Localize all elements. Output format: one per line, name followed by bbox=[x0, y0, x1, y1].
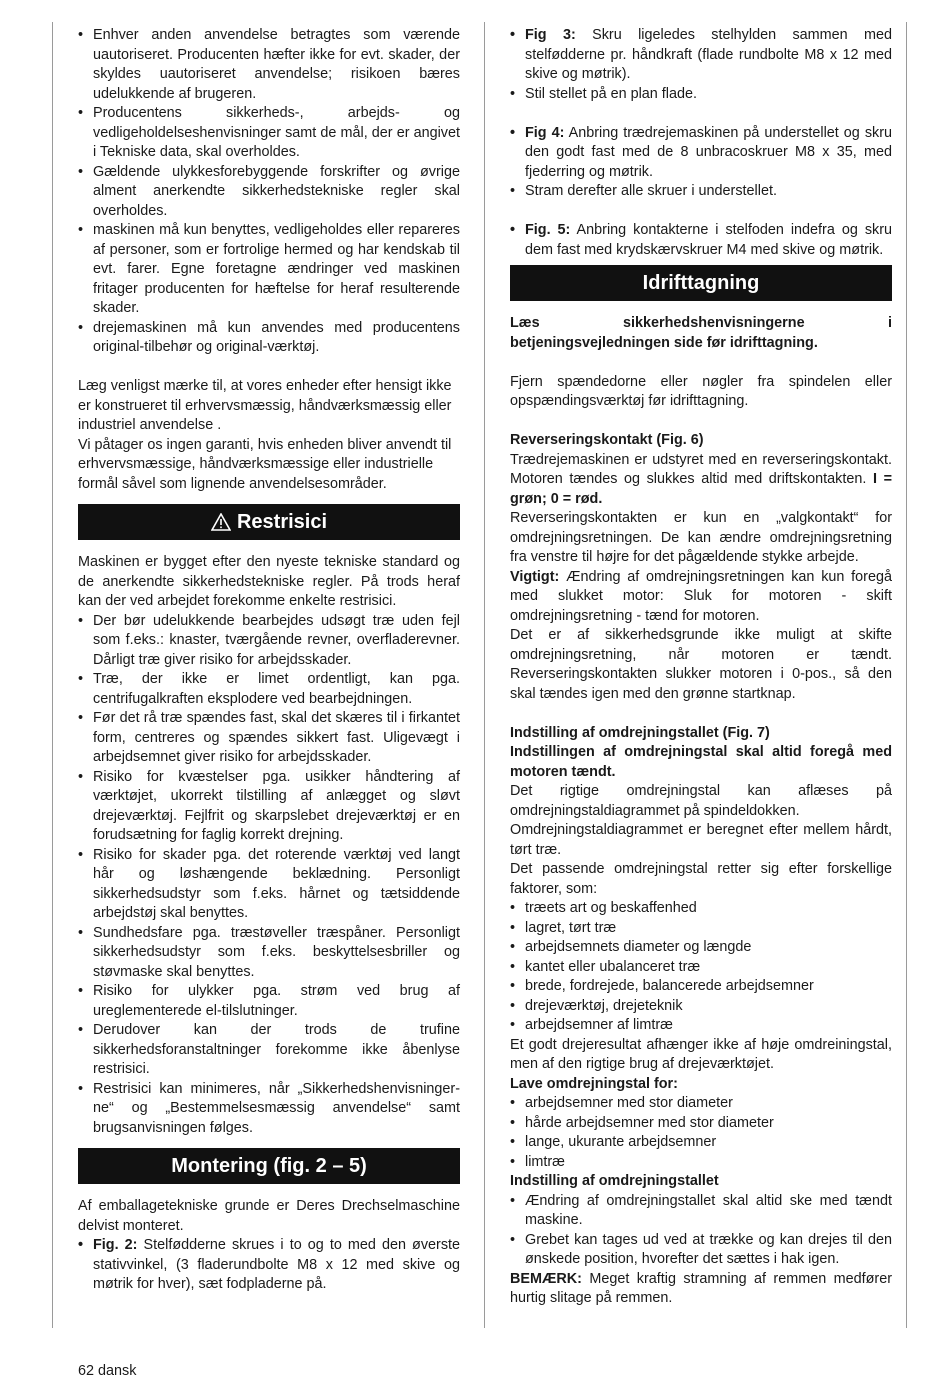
list-item: • træets art og beskaffenhed bbox=[510, 899, 892, 919]
belt-note: BEMÆRK: Meget kraftig stramning af remmen medfører hurtig slitage på remmen. bbox=[510, 1270, 892, 1306]
list-item: • Før det rå træ spændes fast, skal det skæres til i firkantet form, centreres og spændes sikkert fast. Uligevægt i arbejdsemnet giver risiko for arbejdsskader. bbox=[78, 709, 460, 768]
column-rule-middle bbox=[484, 22, 485, 1328]
list-item: • Sundhedsfare pga. træstøveller træspåner. Personligt sikkerhedsudstyr som f.eks. beskyttelsesbriller og støvmaske skal benyttes. bbox=[78, 924, 460, 983]
heading-text: Restrisici bbox=[236, 511, 328, 533]
sub-list bbox=[510, 182, 892, 202]
warning-icon bbox=[211, 507, 231, 543]
list-item: • Producentens sikkerheds-, arbejds- og vedligeholdelseshenvisninger samt de mål, der er angivet i Tekniske data, skal overholdes. bbox=[78, 104, 460, 163]
rev-para: Trædrejemaskinen er udstyret med en reverseringskontakt. Motoren tændes og slukkes altid med driftskontakten. I = grøn; 0 = rød. bbox=[510, 451, 893, 507]
list-item: • Fig 3: Skru ligeledes stelhylden sammen med stelfødderne pr. håndkraft (flade rundbolte M8 x 12 med skive og møtrik). bbox=[510, 26, 892, 85]
speed-para: Omdrejningstaldiagrammet er beregnet efter mellem hårdt, tørt træ. bbox=[510, 822, 892, 858]
montering-steps-cont bbox=[510, 221, 892, 260]
list-item: • drejeværktøj, drejeteknik bbox=[510, 997, 892, 1017]
subheading-reversering: Reverseringskontakt (Fig. 6) bbox=[510, 432, 704, 448]
low-speed-list bbox=[510, 1094, 892, 1172]
list-item: • arbejdsemner med stor diameter bbox=[510, 1094, 892, 1114]
idrift-para: Fjern spændedorne eller nøgler fra spindelen eller opspændingsværktøj før idrifttagning. bbox=[510, 373, 892, 409]
montering-intro: Af emballagetekniske grunde er Deres Drechselmaschine delvist monteret. bbox=[78, 1198, 460, 1234]
fig-label: Fig 4: bbox=[525, 124, 565, 141]
list-item: • Der bør udelukkende bearbejdes udsøgt træ uden fejl som f.eks.: knaster, tværgående revner, overfladerevner. Dårligt træ giver risiko for arbejdsskader. bbox=[78, 612, 460, 671]
list-item: • lagret, tørt træ bbox=[510, 919, 892, 939]
list-item: • limtræ bbox=[510, 1153, 892, 1173]
rev-para: Reverseringskontakten er kun en „valgkontakt“ for omdrejningsretningen. De kan ændre omdrejningsretning fra venstre til højre for det pågældende stykke arbejde. bbox=[510, 510, 892, 565]
list-item: • maskinen må kun benyttes, vedligeholdes eller repareres af personer, som er fortrolige hermed og har kendskab til evt. farer. Egne foretagne ændringer ved maskinen fritager producenten for hæftelse for heraf resulterende skader. bbox=[78, 221, 460, 319]
right-column bbox=[510, 26, 892, 1309]
heading-text: Idrifttagning bbox=[642, 272, 760, 294]
restrisici-intro: Maskinen er bygget efter den nyeste tekniske standard og de anerkendte sikkerhedstekniske regler. På trods heraf kan der ved arbejdet forekomme enkelte restrisici. bbox=[78, 554, 460, 609]
warranty-note: Vi påtager os ingen garanti, hvis enheden bliver anvendt til erhvervsmæssige, håndværksmæssige eller industrielle formål såvel som lignende anvendelsesområder. bbox=[78, 436, 452, 492]
heading-text: Montering (fig. 2 – 5) bbox=[171, 1155, 367, 1177]
list-item: • arbejdsemner af limtræ bbox=[510, 1016, 892, 1036]
list-item: • drejemaskinen må kun anvendes med producentens original-tilbehør og original-værktøj. bbox=[78, 319, 460, 358]
list-item: • Gældende ulykkesforebyggende forskrifter og øvrige alment anerkendte sikkerhedstekniske regler skal overholdes. bbox=[78, 163, 460, 222]
list-item: • kantet eller ubalanceret træ bbox=[510, 958, 892, 978]
usage-note: Læg venligst mærke til, at vores enheder efter hensigt ikke er konstrueret til erhvervsmæssig, håndværksmæssig eller industriel anvendelse . bbox=[78, 378, 452, 433]
column-rule-right bbox=[906, 22, 907, 1328]
list-item: • Derudover kan der trods de trufine sikkerhedsforanstaltninger forekomme ikke åbenlyse restrisici. bbox=[78, 1021, 460, 1080]
section-heading-idrifttagning bbox=[510, 265, 892, 301]
list-item: • Restrisici kan minimeres, når „Sikkerhedshenvisninger-ne“ og „Bestemmelsesmæssig anvendelse“ samt brugsanvisningen følges. bbox=[78, 1080, 460, 1139]
restrisici-bullets bbox=[78, 612, 460, 1139]
list-item: • lange, ukurante arbejdsemner bbox=[510, 1133, 892, 1153]
list-item: • Stil stellet på en plan flade. bbox=[510, 85, 892, 105]
speed-para: Det passende omdrejningstal retter sig efter forskellige faktorer, som: bbox=[510, 861, 892, 897]
list-item: • Stram derefter alle skruer i understellet. bbox=[510, 182, 892, 202]
page-footer: 62 dansk bbox=[78, 1363, 137, 1379]
list-item: • Fig. 2: Stelfødderne skrues i to og to med den øverste stativvinkel, (3 fladerundbolte M8 x 12 med skive og møtrik for hver), sæt fodpladerne på. bbox=[78, 1236, 460, 1295]
speed-para: Det rigtige omdrejningstal kan aflæses på omdrejningstaldiagrammet på spindeldokken. bbox=[510, 783, 892, 819]
list-item: • Ændring af omdrejningstallet skal altid ske med tændt maskine. bbox=[510, 1192, 892, 1231]
list-item: • hårde arbejdsemner med stor diameter bbox=[510, 1114, 892, 1134]
list-item: • Risiko for kvæstelser pga. usikker håndtering af værktøjet, ukorrekt tilstilling af anlægget og sløvt drejeværktøj. Fejlfrit og skarpslebet drejeværktøj er en forudsætning for faglig korrekt drejning. bbox=[78, 768, 460, 846]
list-item: • Fig 4: Anbring trædrejemaskinen på understellet og skru den godt fast med de 8 unbracoskruer M8 x 35, med fjederring og møtrik. bbox=[510, 124, 892, 183]
list-item: • arbejdsemnets diameter og længde bbox=[510, 938, 892, 958]
list-item: • Fig. 5: Anbring kontakterne i stelfoden indefra og skru dem fast med krydskærvskruer M4 med skive og møtrik. bbox=[510, 221, 892, 260]
fig-label: Fig 3: bbox=[525, 27, 576, 43]
safety-notice: Læs sikkerhedshenvisningerne i betjeningsvejledningen side før idrifttagning. bbox=[510, 315, 892, 351]
left-column bbox=[78, 26, 460, 1295]
rev-para: Det er af sikkerhedsgrunde ikke muligt at skifte omdrejningsretning, når motoren er tændt. Reverseringskontakten slukker motoren i 0-pos., så den skal tændes igen med den grønne startknap. bbox=[510, 627, 892, 702]
fig-label: Fig. 5: bbox=[525, 222, 571, 238]
list-item: • Risiko for ulykker pga. strøm ved brug af ureglementerede el-tilslutninger. bbox=[78, 982, 460, 1021]
subheading-speed: Indstilling af omdrejningstallet (Fig. 7) bbox=[510, 724, 770, 741]
list-item: • Enhver anden anvendelse betragtes som værende uautoriseret. Producenten hæfter ikke for evt. skader, der skyldes uautoriseret anvendelse; risikoen bæres udelukkende af brugeren. bbox=[78, 26, 460, 104]
list-item: • Risiko for skader pga. det roterende værktøj ved langt hår og løshængende beklædning. Personligt sikkerhedsudstyr som f.eks. hårnet og tætsiddende arbejdstøj skal benyttes. bbox=[78, 846, 460, 924]
rev-para: Vigtigt: Ændring af omdrejningsretningen kan kun foregå med slukket motor: Sluk for motoren - skift omdrejningsretning - tænd for motoren. bbox=[510, 568, 892, 624]
section-heading-montering bbox=[78, 1148, 460, 1184]
usage-bullets bbox=[78, 26, 460, 358]
factor-list bbox=[510, 899, 892, 1036]
list-item: • brede, fordrejede, balancerede arbejdsemner bbox=[510, 977, 892, 997]
list-item: • Træ, der ikke er limet ordentligt, kan pga. centrifugalkraften eksplodere ved bearbejdningen. bbox=[78, 670, 460, 709]
section-heading-restrisici bbox=[78, 504, 460, 540]
sub-list bbox=[510, 85, 892, 105]
adjust-list bbox=[510, 1192, 892, 1270]
column-rule-left bbox=[52, 22, 53, 1328]
subheading-adjust: Indstilling af omdrejningstallet bbox=[510, 1173, 719, 1189]
montering-steps bbox=[78, 1236, 460, 1295]
subheading-low-speed: Lave omdrejningstal for: bbox=[510, 1075, 678, 1092]
montering-steps-cont bbox=[510, 26, 892, 85]
montering-steps-cont bbox=[510, 124, 892, 183]
speed-para: Et godt drejeresultat afhænger ikke af høje omdreiningstal, men af den rigtige brug af drejeværktøjet. bbox=[510, 1036, 892, 1072]
list-item: • Grebet kan tages ud ved at trække og kan drejes til den ønskede position, hvorefter det sættes i hak igen. bbox=[510, 1231, 892, 1270]
speed-notice: Indstillingen af omdrejningstal skal altid foregå med motoren tændt. bbox=[510, 744, 892, 780]
fig-label: Fig. 2: bbox=[93, 1237, 138, 1253]
